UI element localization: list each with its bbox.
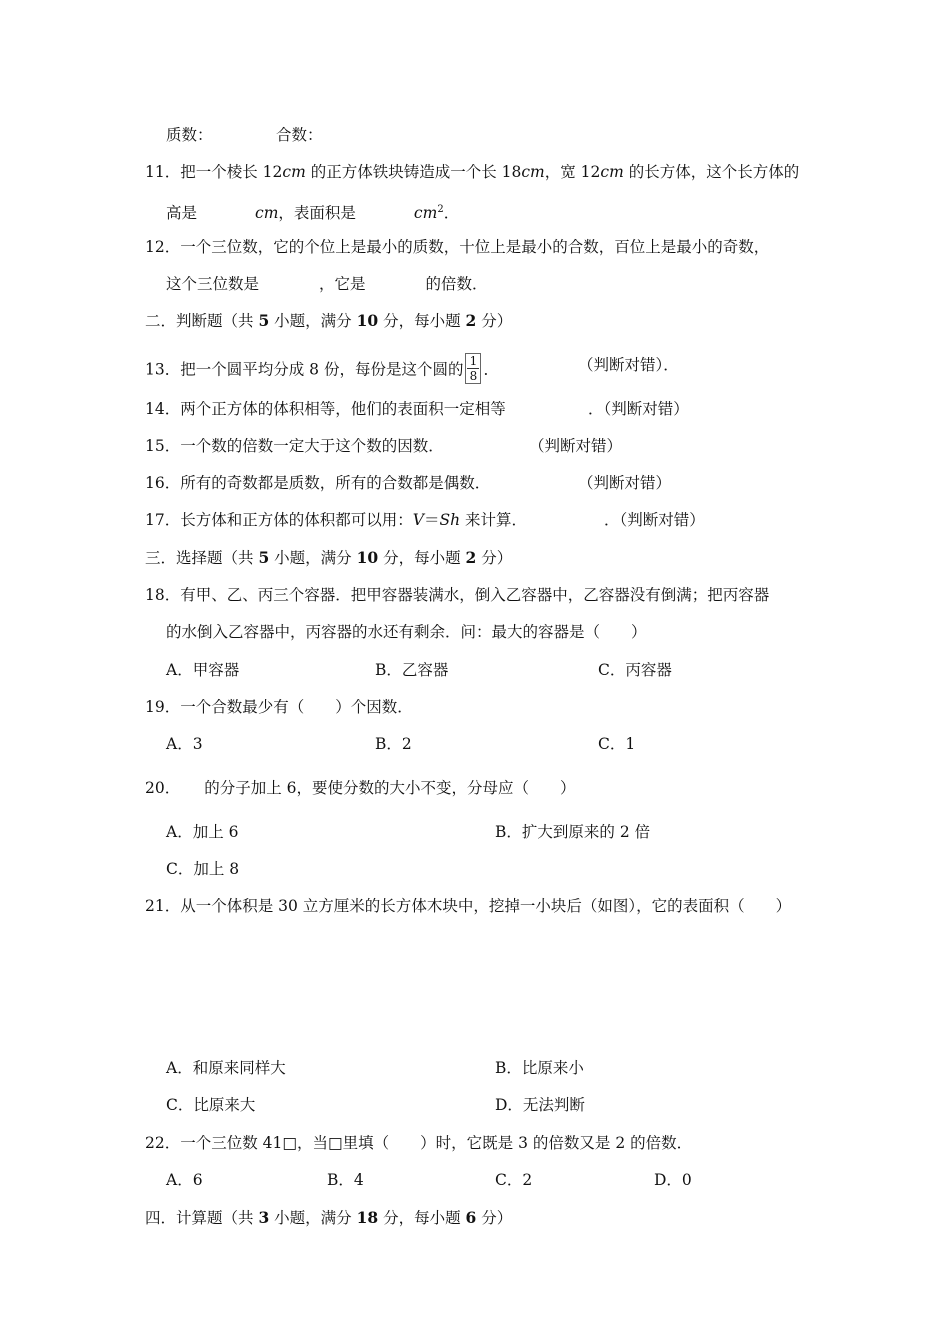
question-text: 的分子加上 6，要使分数的大小不变，分母应（ ） xyxy=(204,779,576,797)
heading-count: 3 xyxy=(258,1208,270,1227)
heading-each: 2 xyxy=(465,548,477,567)
heading-count: 5 xyxy=(258,311,270,330)
question-number: 18． xyxy=(145,586,181,604)
question-text: 两个正方体的体积相等，他们的表面积一定相等 xyxy=(180,400,506,418)
option-a[interactable]: A．6 xyxy=(166,1171,203,1189)
q10-prime-label: 质数： xyxy=(166,126,213,144)
question-text: ，表面积是 xyxy=(278,204,356,223)
unit-cm: cm xyxy=(521,163,545,181)
question-11-line2 xyxy=(166,200,459,223)
heading-text: 分） xyxy=(476,549,513,567)
heading-text: 分，每小题 xyxy=(378,312,466,330)
question-text: 的倍数． xyxy=(425,275,488,293)
question-text: 把一个棱长 12 xyxy=(180,163,283,181)
heading-score: 10 xyxy=(356,311,379,330)
heading-text: 分，每小题 xyxy=(378,549,466,567)
option-c[interactable]: C．加上 8 xyxy=(166,860,240,878)
option-b[interactable]: B．扩大到原来的 2 倍 xyxy=(495,823,651,841)
question-text: 一个合数最少有（ ）个因数． xyxy=(180,698,413,716)
question-text: 一个三位数，它的个位上是最小的质数，十位上是最小的合数，百位上是最小的奇数， xyxy=(180,238,770,256)
question-text: ，宽 12 xyxy=(544,163,601,181)
heading-text: 分，每小题 xyxy=(378,1209,466,1227)
unit-cm: cm xyxy=(282,163,306,181)
q10-composite-label: 合数： xyxy=(276,126,323,144)
section-3-heading xyxy=(145,548,512,568)
question-20 xyxy=(145,778,576,798)
question-number: 16． xyxy=(145,474,181,492)
option-b[interactable]: B．乙容器 xyxy=(375,661,449,679)
question-text: 这个三位数是 xyxy=(166,275,260,293)
question-number: 15． xyxy=(145,437,181,455)
option-d[interactable]: D．0 xyxy=(654,1171,692,1189)
question-21 xyxy=(145,896,791,916)
fraction-denominator: 8 xyxy=(469,369,478,383)
period: ． xyxy=(483,360,499,379)
question-12-line2 xyxy=(166,274,488,294)
heading-each: 6 xyxy=(465,1208,477,1227)
option-c[interactable]: C．1 xyxy=(598,735,636,753)
formula-eq: ＝ xyxy=(423,511,440,529)
judge-label: （判断对错）． xyxy=(578,356,679,374)
unit-cm: cm xyxy=(600,163,624,181)
unit-cm: cm xyxy=(255,204,279,223)
question-number: 21． xyxy=(145,897,181,915)
option-c[interactable]: C．丙容器 xyxy=(598,661,672,679)
question-number: 17． xyxy=(145,511,181,529)
question-number: 11． xyxy=(145,163,181,181)
judge-label: ．（判断对错） xyxy=(588,400,689,418)
option-a[interactable]: A．3 xyxy=(166,735,203,753)
question-11-line1 xyxy=(145,162,799,182)
question-18-line2: 的水倒入乙容器中，丙容器的水还有剩余．问：最大的容器是（ ） xyxy=(166,623,647,641)
period: ． xyxy=(443,204,460,223)
question-13 xyxy=(145,355,499,386)
question-text: 的长方体，这个长方体的 xyxy=(623,163,800,181)
question-19 xyxy=(145,697,413,717)
question-12-line1 xyxy=(145,237,769,257)
heading-text: 小题，满分 xyxy=(269,1209,357,1227)
question-22 xyxy=(145,1133,692,1153)
unit-cm: cm xyxy=(413,204,438,223)
question-15 xyxy=(145,436,444,456)
heading-text: 二．判断题（共 xyxy=(145,312,259,330)
question-17 xyxy=(145,510,527,530)
question-text: 长方体和正方体的体积都可以用： xyxy=(180,511,413,529)
formula-v: V xyxy=(412,511,424,529)
heading-text: 分） xyxy=(476,1209,513,1227)
question-text: 所有的奇数都是质数，所有的合数都是偶数． xyxy=(180,474,491,492)
judge-label: （判断对错） xyxy=(578,474,672,492)
option-d[interactable]: D．无法判断 xyxy=(495,1096,585,1114)
heading-text: 小题，满分 xyxy=(269,549,357,567)
question-number: 20． xyxy=(145,779,181,797)
question-text: 的正方体铁块铸造成一个长 18 xyxy=(305,163,522,181)
option-c[interactable]: C．比原来大 xyxy=(166,1096,256,1114)
question-text: 从一个体积是 30 立方厘米的长方体木块中，挖掉一小块后（如图），它的表面积（ ） xyxy=(180,897,792,915)
heading-text: 分） xyxy=(476,312,513,330)
question-text: 有甲、乙、丙三个容器．把甲容器装满水，倒入乙容器中，乙容器没有倒满；把丙容器 xyxy=(180,586,770,604)
heading-text: 三．选择题（共 xyxy=(145,549,259,567)
option-a[interactable]: A．和原来同样大 xyxy=(166,1059,286,1077)
question-18-line1 xyxy=(145,585,769,605)
option-b[interactable]: B．2 xyxy=(375,735,412,753)
option-a[interactable]: A．加上 6 xyxy=(166,823,239,841)
option-a[interactable]: A．甲容器 xyxy=(166,661,240,679)
judge-label: ．（判断对错） xyxy=(604,511,705,529)
heading-score: 18 xyxy=(356,1208,379,1227)
heading-count: 5 xyxy=(258,548,270,567)
fraction-image xyxy=(465,353,481,384)
question-number: 22． xyxy=(145,1134,181,1152)
heading-score: 10 xyxy=(356,548,379,567)
question-16 xyxy=(145,473,490,493)
question-text: ，它是 xyxy=(319,275,366,293)
question-text: 一个三位数 41□，当□里填（ ）时，它既是 3 的倍数又是 2 的倍数． xyxy=(180,1134,693,1152)
heading-each: 2 xyxy=(465,311,477,330)
question-text: 高是 xyxy=(166,204,198,223)
option-b[interactable]: B．比原来小 xyxy=(495,1059,584,1077)
question-number: 13． xyxy=(145,360,181,379)
fraction-numerator: 1 xyxy=(469,354,478,368)
section-4-heading xyxy=(145,1208,512,1228)
formula-sh: Sh xyxy=(439,511,461,529)
option-c[interactable]: C．2 xyxy=(495,1171,533,1189)
heading-text: 四．计算题（共 xyxy=(145,1209,259,1227)
question-text: 一个数的倍数一定大于这个数的因数． xyxy=(180,437,444,455)
question-number: 12． xyxy=(145,238,181,256)
question-text: 把一个圆平均分成 8 份，每份是这个圆的 xyxy=(180,360,464,379)
judge-label: （判断对错） xyxy=(529,437,623,455)
option-b[interactable]: B．4 xyxy=(327,1171,364,1189)
question-number: 14． xyxy=(145,400,181,418)
question-14 xyxy=(145,399,506,419)
superscript-2: 2 xyxy=(437,204,444,215)
question-text: 来计算． xyxy=(460,511,528,529)
question-number: 19． xyxy=(145,698,181,716)
section-2-heading xyxy=(145,311,512,331)
heading-text: 小题，满分 xyxy=(269,312,357,330)
